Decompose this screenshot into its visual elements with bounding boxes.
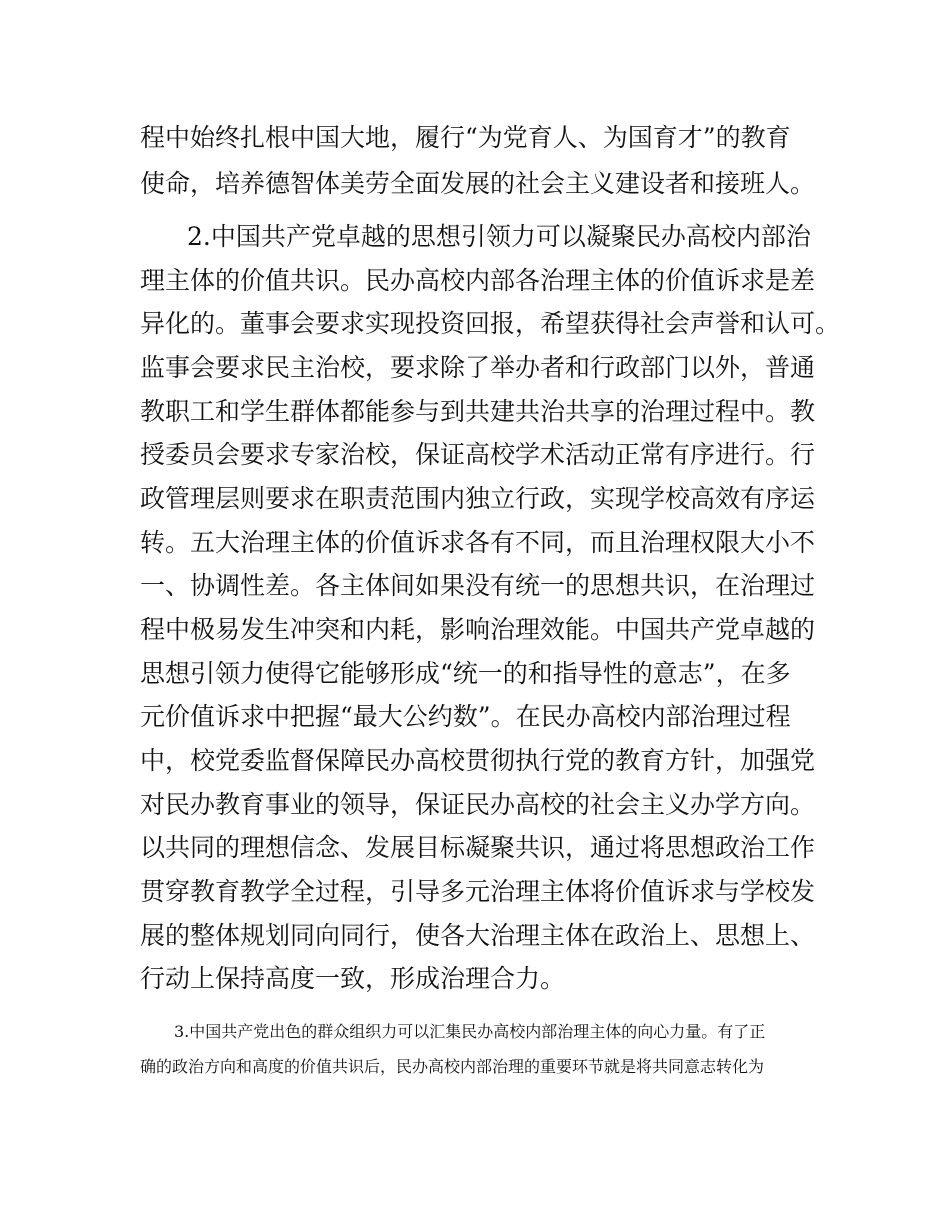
paragraph-2-line-2: 理主体的价值共识。民办高校内部各治理主体的价值诉求是差 xyxy=(140,266,816,295)
paragraph-2-line-18: 行动上保持高度一致，形成治理合力。 xyxy=(140,964,566,993)
paragraph-2-line-12: 元价值诉求中把握“最大公约数”。在民办高校内部治理过程 xyxy=(140,702,791,731)
paragraph-2-line-3: 异化的。董事会要求实现投资回报，希望获得社会声誉和认可。 xyxy=(140,309,841,338)
paragraph-2-line-9: 一、协调性差。各主体间如果没有统一的思想共识，在治理过 xyxy=(140,571,816,600)
paragraph-3-line-1: 3.中国共产党出色的群众组织力可以汇集民办高校内部治理主体的向心力量。有了正 xyxy=(174,1022,766,1041)
paragraph-2-line-8: 转。五大治理主体的价值诉求各有不同，而且治理权限大小不 xyxy=(140,528,816,557)
paragraph-2-line-15: 以共同的理想信念、发展目标凝聚共识，通过将思想政治工作 xyxy=(140,833,816,862)
paragraph-1-line-1: 程中始终扎根中国大地，履行“为党育人、为国育才”的教育 xyxy=(140,123,791,152)
paragraph-2-line-16: 贯穿教育教学全过程，引导多元治理主体将价值诉求与学校发 xyxy=(140,877,816,906)
paragraph-2-line-17: 展的整体规划同向同行，使各大治理主体在政治上、思想上、 xyxy=(140,921,816,950)
paragraph-2-line-6: 授委员会要求专家治校，保证高校学术活动正常有序进行。行 xyxy=(140,440,816,469)
paragraph-2-line-11: 思想引领力使得它能够形成“统一的和指导性的意志”，在多 xyxy=(140,659,791,688)
paragraph-3-line-2: 确的政治方向和高度的价值共识后，民办高校内部治理的重要环节就是将共同意志转化为 xyxy=(140,1057,765,1076)
paragraph-2-line-10: 程中极易发生冲突和内耗，影响治理效能。中国共产党卓越的 xyxy=(140,615,816,644)
paragraph-2-line-4: 监事会要求民主治校，要求除了举办者和行政部门以外，普通 xyxy=(140,353,816,382)
paragraph-2-line-13: 中，校党委监督保障民办高校贯彻执行党的教育方针，加强党 xyxy=(140,746,816,775)
paragraph-2-line-14: 对民办教育事业的领导，保证民办高校的社会主义办学方向。 xyxy=(140,790,816,819)
paragraph-1-line-2: 使命，培养德智体美劳全面发展的社会主义建设者和接班人。 xyxy=(140,169,816,198)
paragraph-2-line-5: 教职工和学生群体都能参与到共建共治共享的治理过程中。教 xyxy=(140,397,816,426)
paragraph-2-line-7: 政管理层则要求在职责范围内独立行政，实现学校高效有序运 xyxy=(140,484,816,513)
paragraph-2-line-1: 2.中国共产党卓越的思想引领力可以凝聚民办高校内部治 xyxy=(187,222,811,251)
